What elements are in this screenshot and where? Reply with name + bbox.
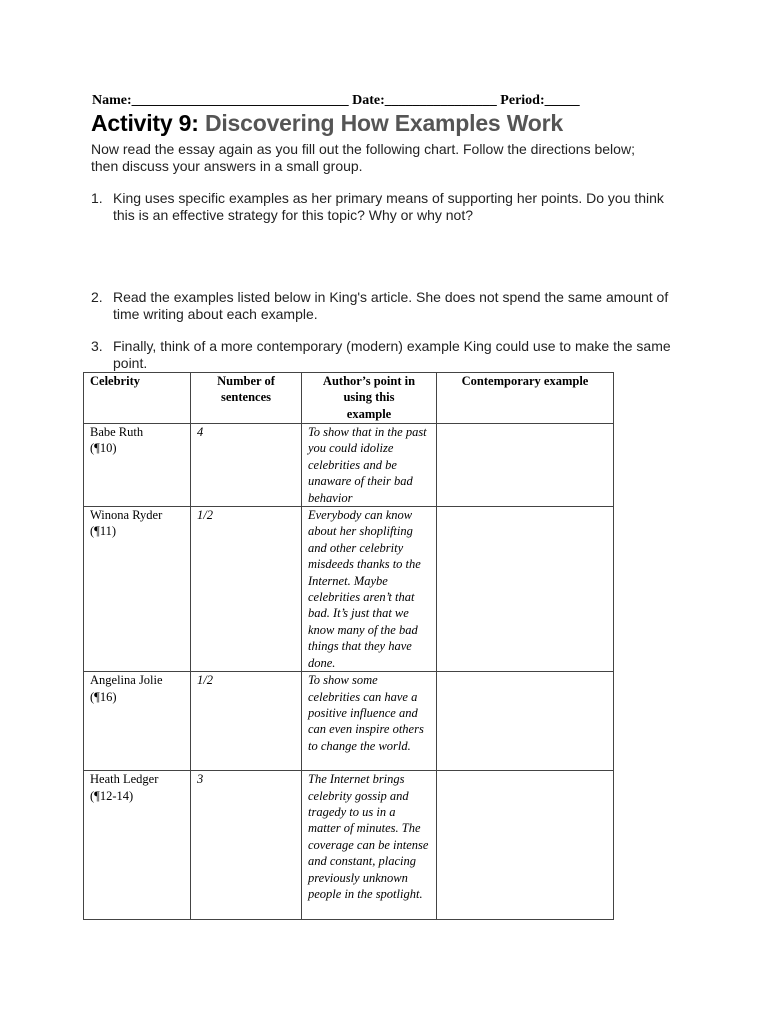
intro-paragraph: Now read the essay again as you fill out the following chart. Follow the directions below; then discuss your answers in a small group. xyxy=(91,141,635,174)
examples-chart xyxy=(83,372,614,920)
question-3 xyxy=(91,338,671,372)
sentences-cell: 1/2 xyxy=(191,672,302,771)
celebrity-cell: Angelina Jolie (¶16) xyxy=(84,672,191,771)
title-prefix: Activity 9: xyxy=(91,110,199,136)
contemporary-cell[interactable] xyxy=(437,507,614,672)
sentences-cell: 1/2 xyxy=(191,507,302,672)
table-row xyxy=(84,424,614,507)
column-header-sentences: Number of sentences xyxy=(191,373,302,424)
celebrity-cell: Babe Ruth (¶10) xyxy=(84,424,191,507)
question-text: Read the examples listed below in King's article. She does not spend the same amount of time writing about each example. xyxy=(113,289,669,322)
question-text: Finally, think of a more contemporary (modern) example King could use to make the same point. xyxy=(113,338,671,371)
point-cell: To show some celebrities can have a positive influence and can even inspire others to change the world. xyxy=(302,672,437,771)
question-number: 2. xyxy=(91,289,103,305)
table-header-row xyxy=(84,373,614,424)
point-cell: The Internet brings celebrity gossip and tragedy to us in a matter of minutes. The coverage can be intense and constant, placing previously unknown people in the spotlight. xyxy=(302,771,437,920)
sentences-cell: 3 xyxy=(191,771,302,920)
question-2 xyxy=(91,289,671,323)
celebrity-cell: Winona Ryder (¶11) xyxy=(84,507,191,672)
column-header-contemporary: Contemporary example xyxy=(437,373,614,424)
table-row xyxy=(84,672,614,771)
question-number: 3. xyxy=(91,338,103,354)
question-1 xyxy=(91,190,671,224)
point-cell: To show that in the past you could idolize celebrities and be unaware of their bad behavior xyxy=(302,424,437,507)
page-title xyxy=(91,110,563,137)
table-row xyxy=(84,771,614,920)
worksheet-header: Name:_______________________________ Date:________________ Period:_____ xyxy=(92,93,580,108)
table-row xyxy=(84,507,614,672)
question-number: 1. xyxy=(91,190,103,206)
column-header-authors-point: Author’s point in using this example xyxy=(302,373,437,424)
contemporary-cell[interactable] xyxy=(437,771,614,920)
title-text: Discovering How Examples Work xyxy=(204,110,563,136)
point-cell: Everybody can know about her shoplifting and other celebrity misdeeds thanks to the Internet. Maybe celebrities aren’t that bad. It’s just that we know many of the bad things that they have done. xyxy=(302,507,437,672)
contemporary-cell[interactable] xyxy=(437,424,614,507)
sentences-cell: 4 xyxy=(191,424,302,507)
question-text: King uses specific examples as her primary means of supporting her points. Do you think this is an effective strategy for this topic? Why or why not? xyxy=(113,190,664,223)
column-header-celebrity: Celebrity xyxy=(84,373,191,424)
contemporary-cell[interactable] xyxy=(437,672,614,771)
celebrity-cell: Heath Ledger (¶12-14) xyxy=(84,771,191,920)
